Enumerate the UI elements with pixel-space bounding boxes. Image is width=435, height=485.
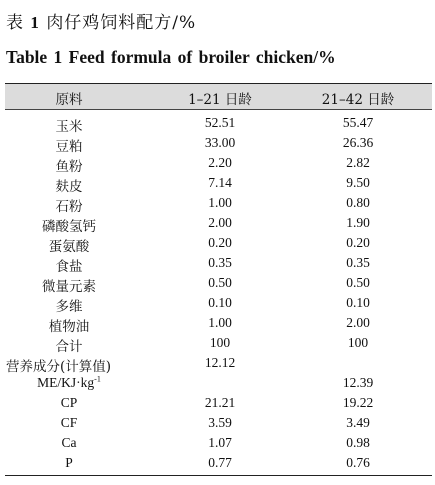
table-row — [5, 295, 432, 315]
cell-days-1-21: 21.21 — [204, 395, 236, 410]
cell-item: 合计 — [55, 339, 83, 355]
cell-item: Ca — [61, 435, 77, 450]
table-header-rule — [5, 109, 432, 110]
cell-days-1-21: 33.00 — [204, 135, 236, 150]
table-caption-en: Table 1 Feed formula of broiler chicken/% — [6, 47, 336, 67]
header-days-21-42: 21–42 日龄 — [321, 92, 395, 108]
table-row — [5, 335, 432, 355]
cell-item: P — [65, 455, 73, 470]
cell-item: 石粉 — [55, 199, 83, 215]
table-row-me — [5, 375, 432, 395]
table-row — [5, 235, 432, 255]
cell-days-21-42: 26.36 — [342, 135, 374, 150]
cell-days-21-42: 0.35 — [346, 255, 370, 270]
header-ingredient: 原料 — [55, 92, 83, 108]
cell-days-1-21: 0.35 — [208, 255, 232, 270]
table-row-nutrition — [5, 355, 432, 375]
table-row — [5, 195, 432, 215]
cell-days-1-21: 1.00 — [208, 315, 232, 330]
cell-item: 微量元素 — [42, 279, 96, 295]
cell-days-1-21: 2.00 — [208, 215, 232, 230]
cell-days-21-42: 0.80 — [346, 195, 370, 210]
cell-days-21-42: 0.50 — [346, 275, 370, 290]
nutrition-label: 营养成分(计算值) — [6, 359, 112, 375]
cell-item: 玉米 — [55, 119, 83, 135]
cell-item: CF — [60, 415, 78, 430]
table-row — [5, 455, 432, 475]
cell-days-21-42: 2.82 — [346, 155, 370, 170]
cell-days-1-21: 0.20 — [208, 235, 232, 250]
table-row — [5, 415, 432, 435]
cell-item: 磷酸氢钙 — [42, 219, 96, 235]
table-row — [5, 155, 432, 175]
cell-item: 豆粕 — [55, 139, 83, 155]
cell-item: 鱼粉 — [55, 159, 83, 175]
cell-days-1-21: 2.20 — [208, 155, 232, 170]
cell-item: 蛋氨酸 — [48, 239, 90, 255]
cell-item: 多维 — [55, 299, 83, 315]
cell-days-21-42: 100 — [347, 335, 369, 350]
cell-days-1-21: 0.10 — [208, 295, 232, 310]
cell-days-21-42: 2.00 — [346, 315, 370, 330]
cell-days-21-42: 0.76 — [346, 455, 370, 470]
cell-days-21-42: 0.20 — [346, 235, 370, 250]
cell-days-1-21: 100 — [209, 335, 231, 350]
table-caption-zh — [6, 8, 196, 33]
table-row — [5, 395, 432, 415]
cell-days-1-21: 52.51 — [204, 115, 236, 130]
caption-prefix: 表 — [6, 13, 24, 33]
cell-item: 植物油 — [48, 319, 90, 335]
cell-days-21-42: 0.98 — [346, 435, 370, 450]
cell-days-1-21: 7.14 — [208, 175, 232, 190]
cell-days-21-42: 9.50 — [346, 175, 370, 190]
table-row — [5, 175, 432, 195]
cell-item: CP — [60, 395, 78, 410]
me-label — [5, 375, 133, 391]
table-row — [5, 215, 432, 235]
cell-days-1-21: 0.50 — [208, 275, 232, 290]
header-days-1-21: 1–21 日龄 — [188, 92, 252, 108]
table-row — [5, 435, 432, 455]
nutrition-me-days-1-21: 12.12 — [204, 355, 236, 370]
me-label-base: ME/KJ·kg — [37, 375, 95, 390]
cell-days-1-21: 3.59 — [208, 415, 232, 430]
table-bottom-rule — [5, 475, 432, 476]
cell-days-21-42: 3.49 — [346, 415, 370, 430]
cell-days-21-42: 19.22 — [342, 395, 374, 410]
caption-number: 1 — [30, 13, 40, 32]
cell-days-21-42: 0.10 — [346, 295, 370, 310]
cell-item: 麸皮 — [55, 179, 83, 195]
cell-days-1-21: 1.07 — [208, 435, 232, 450]
table-row — [5, 135, 432, 155]
me-label-exponent: -1 — [94, 374, 101, 384]
table-row — [5, 275, 432, 295]
cell-days-21-42: 1.90 — [346, 215, 370, 230]
table-row — [5, 255, 432, 275]
cell-days-21-42: 55.47 — [342, 115, 374, 130]
cell-days-1-21: 0.77 — [208, 455, 232, 470]
table-row — [5, 115, 432, 135]
cell-item: 食盐 — [55, 259, 83, 275]
me-days-21-42: 12.39 — [342, 375, 374, 390]
cell-days-1-21: 1.00 — [208, 195, 232, 210]
table-row — [5, 315, 432, 335]
caption-text: 肉仔鸡饲料配方/% — [46, 13, 197, 33]
